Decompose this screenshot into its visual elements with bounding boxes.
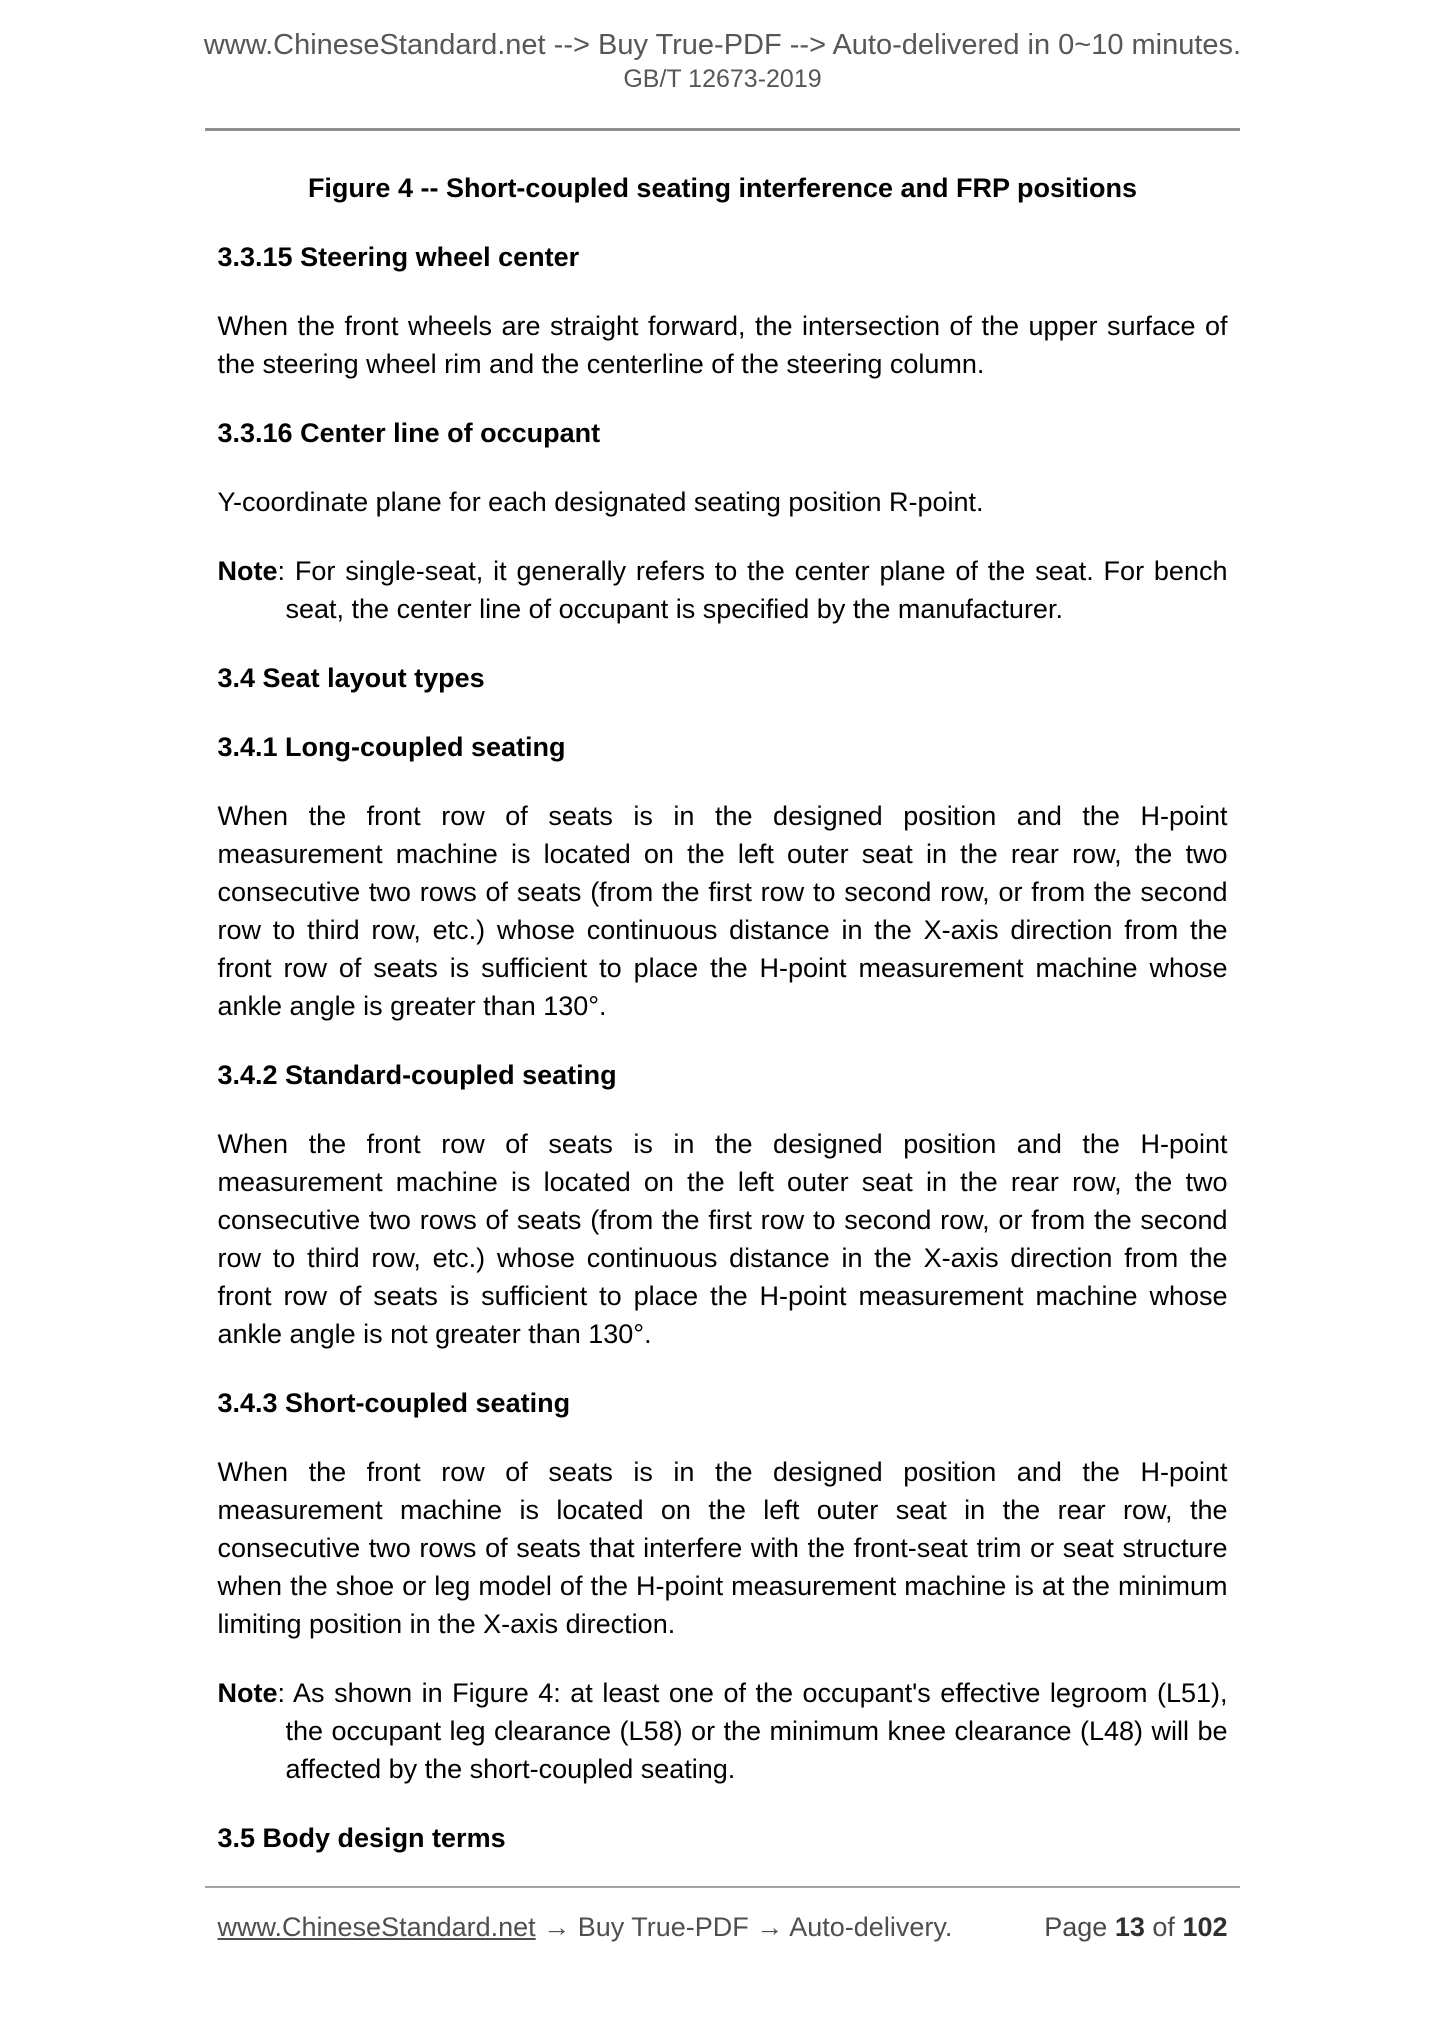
header-promo-text: www.ChineseStandard.net --> Buy True-PDF --> Auto-delivered in 0~10 minutes.	[203, 29, 1242, 61]
note-center-line	[218, 552, 1228, 628]
note-label: Note	[217, 1678, 278, 1708]
header-divider	[205, 128, 1240, 131]
note-text: : As shown in Figure 4: at least one of the occupant's effective legroom (L51), the occupant leg clearance (L58) or the minimum knee clearance (L48) will be affected by the short-coupled seating.	[277, 1678, 1228, 1784]
footer-tagline: → Buy True-PDF → Auto-delivery.	[543, 1912, 953, 1942]
section-heading-3-4-3: 3.4.3 Short-coupled seating	[217, 1388, 571, 1418]
section-heading-3-3-16: 3.3.16 Center line of occupant	[217, 418, 601, 448]
section-heading-3-3-15: 3.3.15 Steering wheel center	[217, 242, 580, 272]
footer-divider	[205, 1886, 1240, 1888]
paragraph-center-line-of-occupant: Y-coordinate plane for each designated seating position R-point.	[217, 487, 984, 517]
note-text: : For single-seat, it generally refers to the center plane of the seat. For bench seat, the center line of occupant is specified by the manufacturer.	[277, 556, 1228, 624]
paragraph-steering-wheel-center: When the front wheels are straight forward, the intersection of the upper surface of the steering wheel rim and the centerline of the steering column.	[217, 311, 1228, 379]
paragraph-standard-coupled-seating: When the front row of seats is in the designed position and the H-point measurement machine is located on the left outer seat in the rear row, the two consecutive two rows of seats (from the first row to second row, or from the second row to third row, etc.) whose continuous distance in the X-axis direction from the front row of seats is sufficient to place the H-point measurement machine whose ankle angle is not greater than 130°.	[217, 1129, 1228, 1349]
total-pages: 102	[1182, 1912, 1228, 1942]
section-heading-3-4: 3.4 Seat layout types	[217, 663, 485, 693]
page-indicator	[1044, 1910, 1227, 1944]
section-heading-3-5: 3.5 Body design terms	[217, 1823, 506, 1853]
footer-promo	[218, 1910, 953, 1944]
page-header	[0, 0, 1445, 131]
paragraph-long-coupled-seating: When the front row of seats is in the designed position and the H-point measurement machine is located on the left outer seat in the rear row, the two consecutive two rows of seats (from the first row to second row, or from the second row to third row, etc.) whose continuous distance in the X-axis direction from the front row of seats is sufficient to place the H-point measurement machine whose ankle angle is greater than 130°.	[217, 801, 1228, 1021]
note-label: Note	[217, 556, 278, 586]
footer-site-link[interactable]: www.ChineseStandard.net	[217, 1912, 536, 1942]
page-footer	[0, 1886, 1445, 1944]
paragraph-short-coupled-seating: When the front row of seats is in the designed position and the H-point measurement machine is located on the left outer seat in the rear row, the consecutive two rows of seats that interfere with the front-seat trim or seat structure when the shoe or leg model of the H-point measurement machine is at the minimum limiting position in the X-axis direction.	[217, 1457, 1228, 1639]
figure-caption: Figure 4 -- Short-coupled seating interference and FRP positions	[307, 173, 1138, 203]
document-body	[218, 169, 1228, 1857]
standard-number: GB/T 12673-2019	[623, 65, 822, 93]
section-heading-3-4-1: 3.4.1 Long-coupled seating	[217, 732, 566, 762]
of-label: of	[1152, 1912, 1175, 1942]
page-label: Page	[1044, 1912, 1108, 1942]
note-short-coupled	[218, 1674, 1228, 1788]
current-page-number: 13	[1114, 1912, 1145, 1942]
section-heading-3-4-2: 3.4.2 Standard-coupled seating	[217, 1060, 617, 1090]
